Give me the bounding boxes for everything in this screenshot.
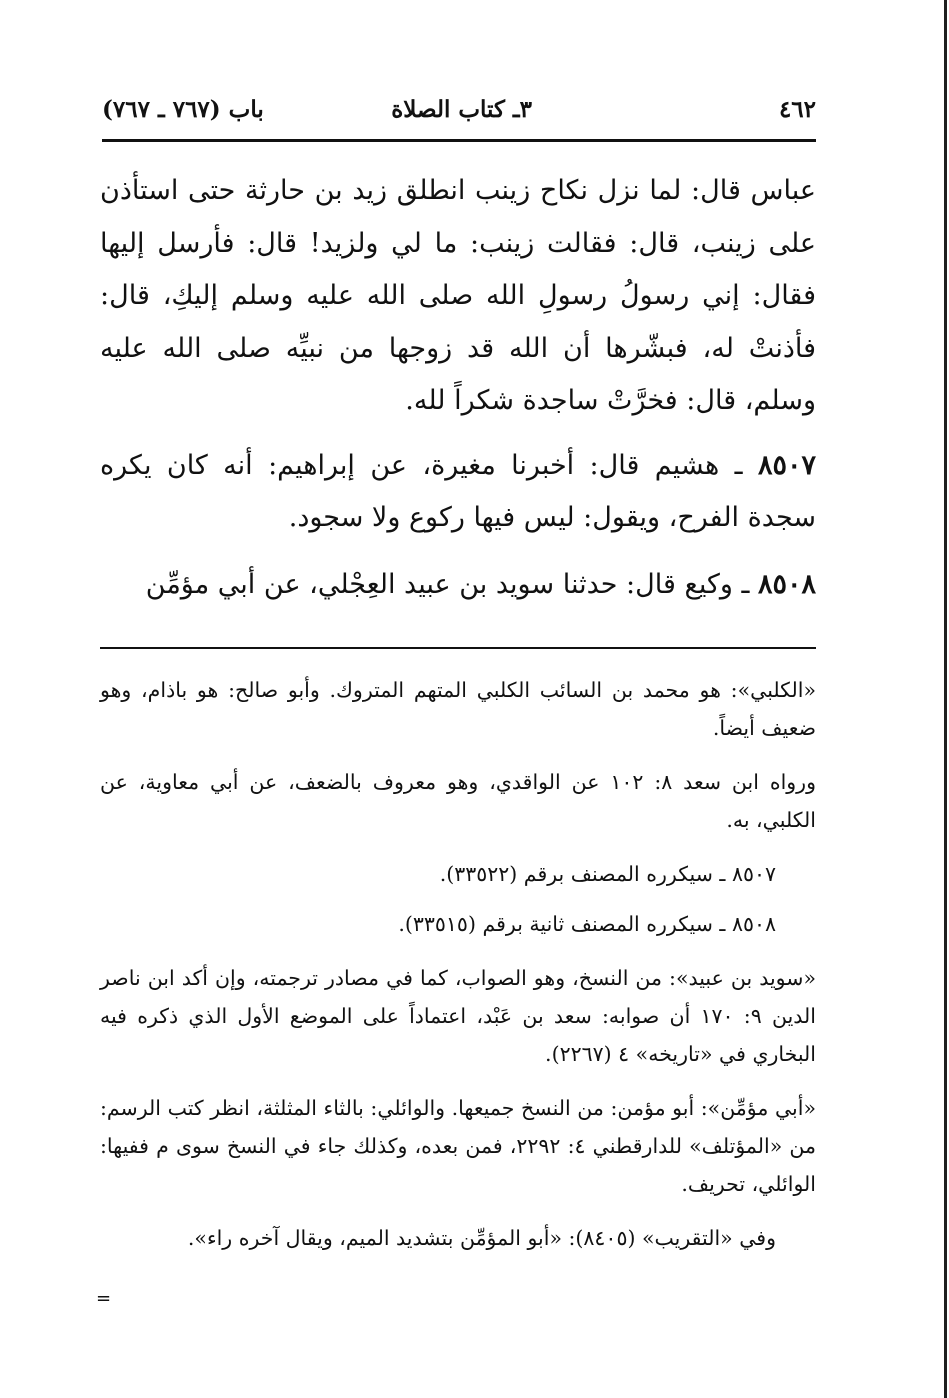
main-paragraph-8507-text: هشيم قال: أخبرنا مغيرة، عن إبراهيم: أنه كان يكره سجدة الفرح، ويقول: ليس فيها ركوع ولا سجود. xyxy=(100,449,816,533)
footnote-4: ٨٥٠٨ ـ سيكرره المصنف ثانية برقم (٣٣٥١٥). xyxy=(398,912,776,936)
header-rule xyxy=(102,139,816,142)
entry-dash: ـ xyxy=(732,568,750,600)
page-number: ٤٦٢ xyxy=(778,96,816,123)
main-paragraph-8508 xyxy=(100,559,816,612)
chapter-range: باب (٧٦٧ ـ ٧٦٧) xyxy=(102,96,264,123)
page-edge-line xyxy=(944,0,947,1398)
footnote-3: ٨٥٠٧ ـ سيكرره المصنف برقم (٣٣٥٢٢). xyxy=(439,862,776,886)
book-title: ٣ـ كتاب الصلاة xyxy=(391,96,532,123)
running-head xyxy=(102,92,816,134)
main-paragraph-8507 xyxy=(100,440,816,545)
main-paragraph-1 xyxy=(100,165,816,428)
footnote-7: وفي «التقريب» (٨٤٠٥): «أبو المؤمِّن بتشديد الميم، ويقال آخره راء». xyxy=(187,1226,776,1250)
main-paragraph-1-text: عباس قال: لما نزل نكاح زينب انطلق زيد بن حارثة حتى استأذن على زينب، قال: فقالت زينب: ما لي ولزيد! قال: فأرسل إليها فقال: إني رسولُ رسولِ الله صلى الله عليه وسلم إليكِ، قال: فأذنتْ له، فبشّرها أن الله قد زوجها من نبيِّه صلى الله عليه وسلم، قال: فخرَّتْ ساجدة شكراً لله. xyxy=(100,175,816,416)
footnotes xyxy=(100,671,816,1273)
footnote-5: «سويد بن عبيد»: من النسخ، وهو الصواب، كما في مصادر ترجمته، وإن أكد ابن ناصر الدين ٩: ١٧٠ أن صوابه: سعد بن عَبْد، اعتماداً على الموضع الأول الذي ذكره فيه البخاري في «تاريخه» ٤ (٢٢٦٧). xyxy=(100,966,816,1066)
entry-dash: ـ xyxy=(719,449,743,481)
main-paragraph-8508-text: وكيع قال: حدثنا سويد بن عبيد العِجْلي، عن أبي مؤمِّن xyxy=(145,568,733,600)
footnote-6: «أبي مؤمِّن»: أبو مؤمن: من النسخ جميعها. والوائلي: بالثاء المثلثة، انظر كتب الرسم: من «المؤتلف» للدارقطني ٤: ٢٢٩٢، فمن بعده، وكذلك جاء في النسخ سوى م ففيها: الوائلي، تحريف. xyxy=(100,1096,816,1196)
entry-number-8507: ٨٥٠٧ xyxy=(757,449,816,481)
footnote-separator xyxy=(100,647,816,649)
footnote-1: «الكلبي»: هو محمد بن السائب الكلبي المتهم المتروك. وأبو صالح: هو باذام، وهو ضعيف أيضاً. xyxy=(100,678,816,740)
footer-continuation-mark: = xyxy=(96,1288,112,1309)
footnote-2: ورواه ابن سعد ٨: ١٠٢ عن الواقدي، وهو معروف بالضعف، عن أبي معاوية، عن الكلبي، به. xyxy=(100,770,816,832)
main-text xyxy=(100,165,816,625)
entry-number-8508: ٨٥٠٨ xyxy=(757,568,816,600)
